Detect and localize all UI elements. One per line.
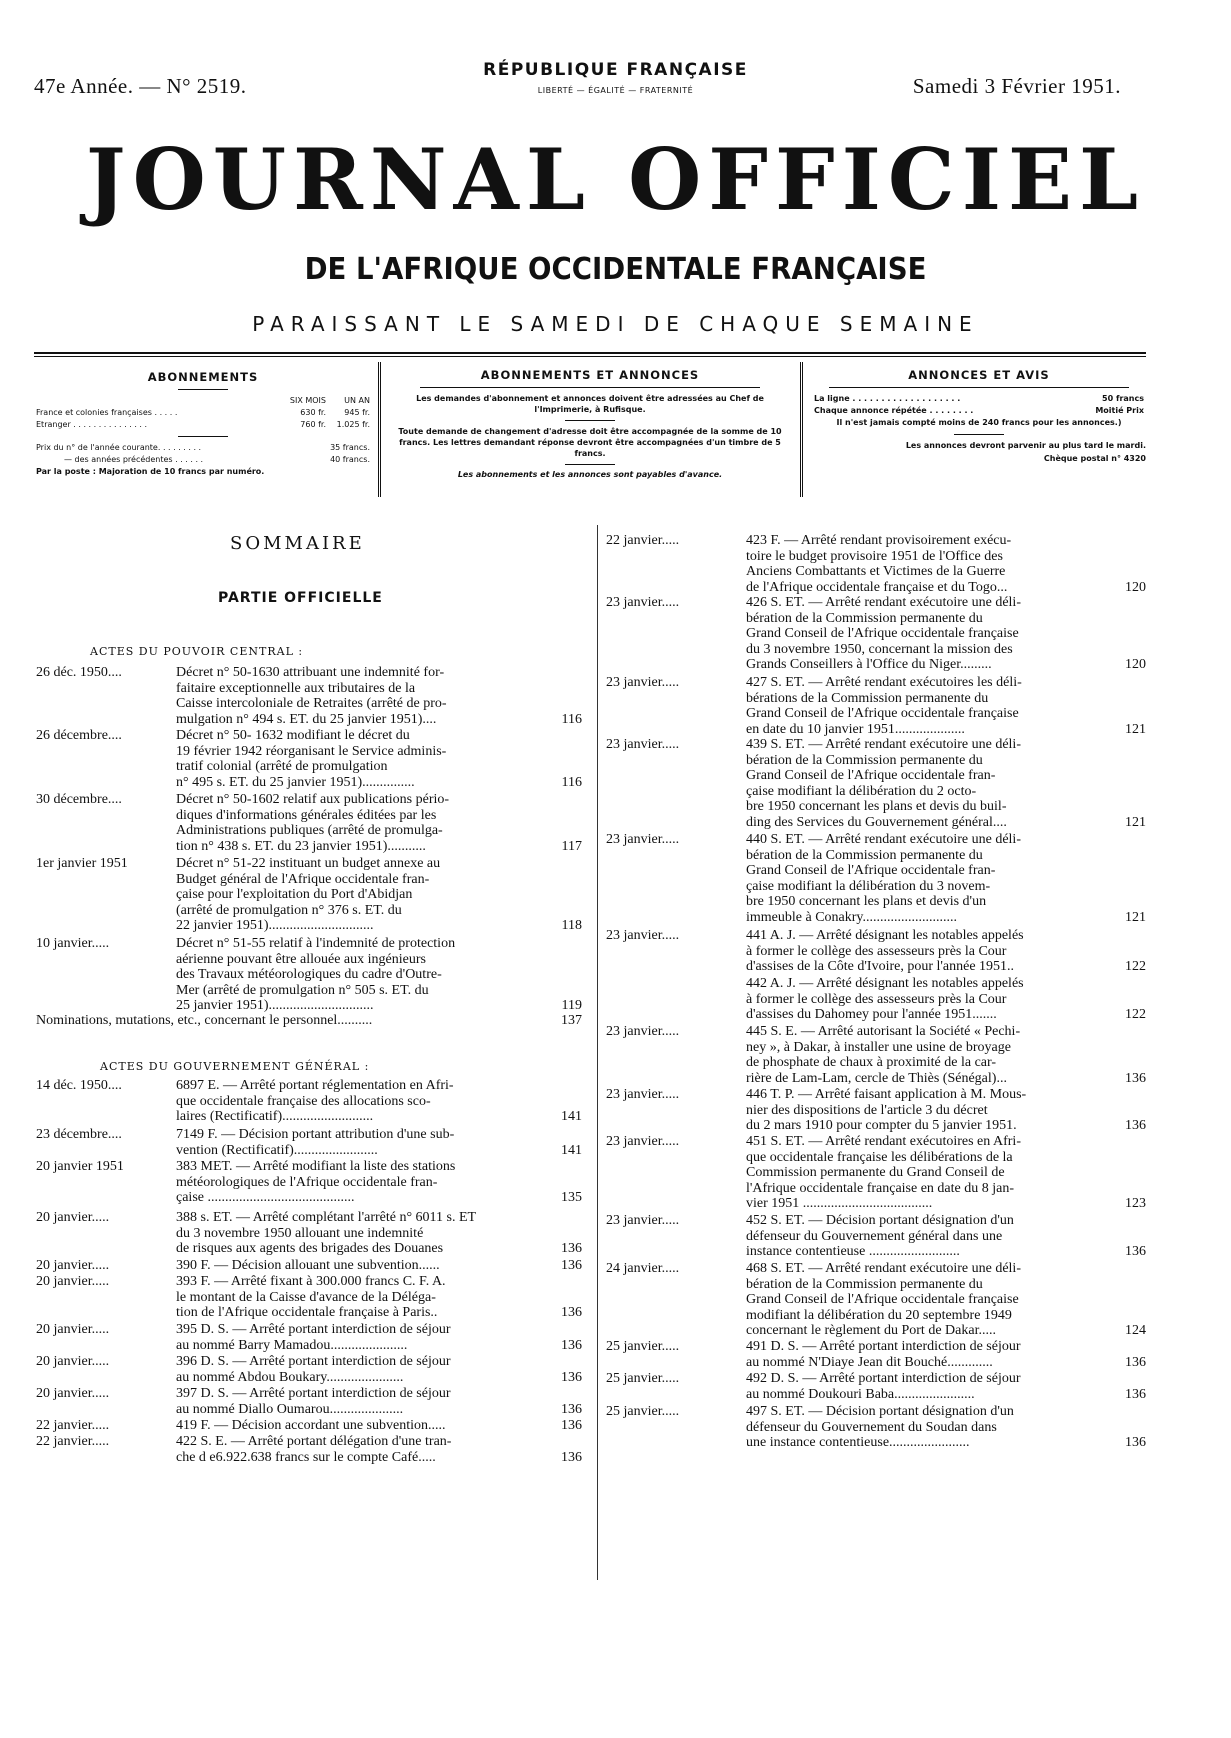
entry-date: 20 janvier..... bbox=[36, 1274, 110, 1289]
entry-text: Nominations, mutations, etc., concernant le personnel.......... bbox=[36, 1013, 373, 1028]
entry-page: 136 bbox=[561, 1258, 582, 1273]
entry-date: 20 janvier..... bbox=[36, 1210, 110, 1225]
entry-page: 136 bbox=[561, 1401, 582, 1417]
entry-text: 441 A. J. — Arrêté désignant les notables appelés à former le collège des assesseurs près la Cour d'assises de la Côte d'Ivoire, pour l'année 1951.. bbox=[746, 928, 1024, 975]
entry-text: 7149 F. — Décision portant attribution d'une sub- vention (Rectificatif)........................ bbox=[176, 1127, 455, 1158]
ligne-label: La ligne . . . . . . . . . . . . . . . . . . . bbox=[814, 394, 961, 403]
entry-text: Décret n° 51-55 relatif à l'indemnité de protection aérienne pouvant être allouée aux ingénieurs des Travaux météorologiques du cadre d'Outre- Mer (arrêté de promulgation n° 505 s. ET. du 25 janvier 1951).............................. bbox=[176, 936, 456, 1014]
col-un-an: UN AN bbox=[344, 396, 370, 405]
entry-page: 137 bbox=[561, 1013, 582, 1028]
tarif-six: 630 fr. bbox=[300, 408, 326, 417]
republique-header: RÉPUBLIQUE FRANÇAISE bbox=[483, 60, 748, 80]
entry-page: 119 bbox=[561, 998, 582, 1014]
entry-text: Décret n° 51-22 instituant un budget annexe au Budget général de l'Afrique occidentale fran- çaise pour l'exploitation du Port d'Abidjan (arrêté de promulgation n° 376 s. ET. du 22 janvier 1951).............................. bbox=[176, 856, 441, 934]
header-rule bbox=[34, 352, 1146, 354]
entry-text: Décret n° 50-1602 relatif aux publications pério- diques d'informations générales éditées par les Administrations publiques (arrêté de promulga- tion n° 438 s. ET. du 23 janvier 1951)........... bbox=[176, 792, 450, 854]
entry-date: 23 janvier..... bbox=[606, 1024, 680, 1039]
entry-page: 136 bbox=[1125, 1244, 1146, 1260]
entry-text: 395 D. S. — Arrêté portant interdiction de séjour au nommé Barry Mamadou...................... bbox=[176, 1322, 451, 1353]
entry-page: 141 bbox=[561, 1142, 582, 1158]
entry-text: 445 S. E. — Arrêté autorisant la Société « Pechi- ney », à Dakar, à installer une usine de broyage de phosphate de chaux à proximité de la car- rière de Lam-Lam, cercle de Thiès (Sénégal)... bbox=[746, 1024, 1021, 1086]
divider bbox=[420, 387, 760, 388]
prix-label: Prix du n° de l'année courante. . . . . . . . . bbox=[36, 443, 202, 452]
annonces-avis-heading: ANNONCES ET AVIS bbox=[908, 368, 1050, 382]
entry-text: Décret n° 50-1630 attribuant une indemnité for- faitaire exceptionnelle aux tributaires de la Caisse intercoloniale de Retraites (arrêté de pro- mulgation n° 494 s. ET. du 25 janvier 1951).... bbox=[176, 665, 447, 727]
cheque-postal: Chèque postal n° 4320 bbox=[1043, 454, 1146, 463]
partie-officielle-heading: PARTIE OFFICIELLE bbox=[218, 590, 383, 606]
entry-page: 136 bbox=[561, 1305, 582, 1321]
box-separator bbox=[800, 362, 803, 497]
entry-date: 14 déc. 1950.... bbox=[36, 1078, 122, 1093]
entry-page: 116 bbox=[561, 711, 582, 727]
entry-text: 423 F. — Arrêté rendant provisoirement exécu- toire le budget provisoire 1951 de l'Office des Anciens Combattants et Victimes de la Guerre de l'Afrique occidentale française et du Togo... bbox=[746, 533, 1012, 595]
journal-subtitle: DE L'AFRIQUE OCCIDENTALE FRANÇAISE bbox=[304, 252, 927, 287]
entry-page: 121 bbox=[1125, 910, 1146, 925]
entry-date: 23 janvier..... bbox=[606, 595, 680, 610]
annonces-avis-box bbox=[812, 358, 1146, 498]
repetee-label: Chaque annonce répétée . . . . . . . . bbox=[814, 406, 974, 415]
entry-text: 422 S. E. — Arrêté portant délégation d'une tran- che d e6.922.638 francs sur le compte Café..... bbox=[176, 1434, 452, 1465]
entry-page: 122 bbox=[1125, 1007, 1146, 1023]
entry-text: 442 A. J. — Arrêté désignant les notables appelés à former le collège des assesseurs près la Cour d'assises du Dahomey pour l'année 1951....... bbox=[746, 976, 1024, 1023]
entry-date: 10 janvier..... bbox=[36, 936, 110, 951]
entry-date: 20 janvier..... bbox=[36, 1258, 110, 1273]
ligne-val: 50 francs bbox=[1102, 394, 1144, 403]
issue-number: 47e Année. — N° 2519. bbox=[34, 74, 247, 98]
prix-val: 35 francs. bbox=[330, 443, 370, 452]
repetee-val: Moitié Prix bbox=[1095, 406, 1144, 415]
entry-text: 419 F. — Décision accordant une subvention..... bbox=[176, 1418, 446, 1433]
entry-text: 427 S. ET. — Arrêté rendant exécutoires les déli- bérations de la Commission permanente du Grand Conseil de l'Afrique occidentale française en date du 10 janvier 1951.................... bbox=[746, 675, 1022, 737]
entry-text: 396 D. S. — Arrêté portant interdiction de séjour au nommé Abdou Boukary...................... bbox=[176, 1354, 451, 1385]
entry-date: 20 janvier 1951 bbox=[36, 1159, 124, 1174]
delai-note: Les annonces devront parvenir au plus tard le mardi. bbox=[905, 441, 1146, 450]
entry-page: 117 bbox=[561, 838, 582, 854]
entry-text: 451 S. ET. — Arrêté rendant exécutoires en Afri- que occidentale française les délibérations de la Commission permanente du Grand Conseil de l'Afrique occidentale française en date du 8 jan- vier 1951 ..................................... bbox=[746, 1134, 1021, 1212]
entry-page: 136 bbox=[1125, 1435, 1146, 1451]
sommaire-title: SOMMAIRE bbox=[230, 533, 365, 554]
entry-page: 136 bbox=[1125, 1386, 1146, 1402]
entry-date: 25 janvier..... bbox=[606, 1339, 680, 1354]
entry-date: 30 décembre.... bbox=[36, 792, 122, 807]
tarif-an: 1.025 fr. bbox=[336, 420, 370, 429]
entry-text: 452 S. ET. — Décision portant désignation d'un défenseur du Gouvernement général dans une instance contentieuse .......................... bbox=[746, 1213, 1014, 1260]
poste-note: Par la poste : Majoration de 10 francs par numéro. bbox=[36, 467, 265, 476]
entry-text: 440 S. ET. — Arrêté rendant exécutoire une déli- bération de la Commission permanente du Grand Conseil de l'Afrique occidentale fran- çaise modifiant la délibération du 3 novem- bre 1950 concernant les plans et devis d'un immeuble à Conakry........................... bbox=[746, 832, 1021, 925]
entry-page: 136 bbox=[561, 1241, 582, 1257]
entry-page: 136 bbox=[561, 1369, 582, 1385]
entry-text: 393 F. — Arrêté fixant à 300.000 francs C. F. A. le montant de la Caisse d'avance de la Déléga- tion de l'Afrique occidentale française à Paris.. bbox=[176, 1274, 446, 1321]
entry-page: 141 bbox=[561, 1109, 582, 1125]
entry-page: 121 bbox=[1125, 721, 1146, 737]
entry-date: 23 janvier..... bbox=[606, 1087, 680, 1102]
entry-page: 135 bbox=[561, 1190, 582, 1206]
entry-text: 388 s. ET. — Arrêté complétant l'arrêté n° 6011 s. ET du 3 novembre 1950 allouant une indemnité de risques aux agents des brigades des Douanes bbox=[176, 1210, 477, 1257]
abonnements-annonces-box bbox=[390, 358, 790, 498]
divider bbox=[565, 464, 615, 465]
demandes-note: Les demandes d'abonnement et annonces doivent être adressées au Chef de l'Imprimerie, à Rufisque. bbox=[416, 394, 764, 414]
entry-text: 390 F. — Décision allouant une subvention...... bbox=[176, 1258, 440, 1273]
minimum-note: Il n'est jamais compté moins de 240 francs pour les annonces.) bbox=[836, 418, 1122, 427]
entry-page: 120 bbox=[1125, 579, 1146, 595]
entry-text: 397 D. S. — Arrêté portant interdiction de séjour au nommé Diallo Oumarou..................... bbox=[176, 1386, 451, 1417]
entry-text: 6897 E. — Arrêté portant réglementation en Afri- que occidentale française des allocations sco- laires (Rectificatif).......................... bbox=[176, 1078, 454, 1125]
abonnements-annonces-heading: ABONNEMENTS ET ANNONCES bbox=[480, 368, 700, 382]
entry-text: 497 S. ET. — Décision portant désignation d'un défenseur du Gouvernement du Soudan dans une instance contentieuse....................... bbox=[746, 1404, 1014, 1451]
parution-line: PARAISSANT LE SAMEDI DE CHAQUE SEMAINE bbox=[252, 312, 979, 336]
entry-date: 25 janvier..... bbox=[606, 1371, 680, 1386]
entry-page: 136 bbox=[561, 1418, 582, 1433]
entry-date: 23 janvier..... bbox=[606, 832, 680, 847]
entry-page: 136 bbox=[561, 1337, 582, 1353]
entry-page: 121 bbox=[1125, 815, 1146, 830]
entry-page: 136 bbox=[561, 1449, 582, 1465]
entry-text: 383 MET. — Arrêté modifiant la liste des stations météorologiques de l'Afrique occidentale fran- çaise .......................................... bbox=[176, 1159, 456, 1206]
tarif-an: 945 fr. bbox=[344, 408, 370, 417]
entry-text: 492 D. S. — Arrêté portant interdiction de séjour au nommé Doukouri Baba....................... bbox=[746, 1371, 1021, 1402]
entry-page: 136 bbox=[1125, 1354, 1146, 1370]
entry-date: 22 janvier..... bbox=[36, 1434, 110, 1449]
entry-text: 446 T. P. — Arrêté faisant application à M. Mous- nier des dispositions de l'article 3 du décret du 2 mars 1910 pour compter du 5 janvier 1951. bbox=[746, 1087, 1027, 1134]
col-six-mois: SIX MOIS bbox=[289, 396, 326, 405]
divider bbox=[178, 436, 228, 437]
abonnements-box bbox=[34, 358, 372, 498]
prix-val: 40 francs. bbox=[330, 455, 370, 464]
entry-text: 426 S. ET. — Arrêté rendant exécutoire une déli- bération de la Commission permanente du Grand Conseil de l'Afrique occidentale française du 3 novembre 1950, concernant la mission des Grands Conseillers à l'Office du Niger......... bbox=[746, 595, 1021, 673]
paiement-note: Les abonnements et les annonces sont payables d'avance. bbox=[457, 470, 723, 479]
divider bbox=[954, 434, 1004, 435]
issue-date: Samedi 3 Février 1951. bbox=[912, 74, 1121, 98]
entry-text: 439 S. ET. — Arrêté rendant exécutoire une déli- bération de la Commission permanente du Grand Conseil de l'Afrique occidentale fran- çaise modifiant la délibération du 2 octo- bre 1950 concernant les plans et devis du buil- ding des Services du Gouvernement général.... bbox=[746, 737, 1021, 830]
abonnements-heading: ABONNEMENTS bbox=[147, 370, 259, 384]
tarif-label: France et colonies françaises . . . . . bbox=[36, 408, 178, 417]
entry-date: 23 janvier..... bbox=[606, 675, 680, 690]
entry-date: 20 janvier..... bbox=[36, 1354, 110, 1369]
entry-page: 123 bbox=[1125, 1196, 1146, 1212]
entry-date: 20 janvier..... bbox=[36, 1386, 110, 1401]
entry-date: 22 janvier..... bbox=[36, 1418, 110, 1433]
entry-page: 122 bbox=[1125, 959, 1146, 975]
entry-date: 22 janvier..... bbox=[606, 533, 680, 548]
entry-page: 136 bbox=[1125, 1118, 1146, 1134]
entry-date: 23 janvier..... bbox=[606, 737, 680, 752]
journal-title: JOURNAL OFFICIEL bbox=[85, 130, 1146, 229]
prix-label: — des années précédentes . . . . . . bbox=[64, 455, 204, 464]
entry-page: 118 bbox=[561, 918, 582, 934]
entry-date: 26 décembre.... bbox=[36, 728, 122, 743]
tarifs-table bbox=[34, 395, 372, 431]
entry-date: 23 janvier..... bbox=[606, 928, 680, 943]
divider bbox=[178, 389, 228, 390]
annonces-table bbox=[812, 393, 1146, 429]
entry-date: 23 janvier..... bbox=[606, 1213, 680, 1228]
pouvoir-central-heading: ACTES DU POUVOIR CENTRAL : bbox=[90, 645, 304, 658]
tarif-six: 760 fr. bbox=[300, 420, 326, 429]
entry-date: 25 janvier..... bbox=[606, 1404, 680, 1419]
entry-date: 1er janvier 1951 bbox=[36, 856, 128, 871]
entry-date: 23 janvier..... bbox=[606, 1134, 680, 1149]
entry-page: 124 bbox=[1125, 1323, 1146, 1339]
entry-date: 23 décembre.... bbox=[36, 1127, 122, 1142]
entry-text: Décret n° 50- 1632 modifiant le décret du 19 février 1942 réorganisant le Service adminis- tratif colonial (arrêté de promulgation n° 495 s. ET. du 25 janvier 1951)............... bbox=[176, 728, 447, 790]
divider bbox=[829, 387, 1129, 388]
entry-text: 491 D. S. — Arrêté portant interdiction de séjour au nommé N'Diaye Jean dit Bouché............. bbox=[746, 1339, 1021, 1370]
column-separator bbox=[597, 525, 598, 1580]
entry-date: 20 janvier..... bbox=[36, 1322, 110, 1337]
divider bbox=[565, 420, 615, 421]
changement-note: Toute demande de changement d'adresse doit être accompagnée de la somme de 10 francs. Les lettres demandant réponse devront être accompagnées d'un timbre de 5 francs. bbox=[398, 427, 782, 458]
entry-date: 26 déc. 1950.... bbox=[36, 665, 122, 680]
box-separator bbox=[378, 362, 381, 497]
gouvernement-general-heading: ACTES DU GOUVERNEMENT GÉNÉRAL : bbox=[100, 1060, 370, 1073]
tarif-label: Etranger . . . . . . . . . . . . . . . bbox=[36, 420, 148, 429]
prix-table bbox=[34, 442, 372, 478]
devise: LIBERTÉ — ÉGALITÉ — FRATERNITÉ bbox=[537, 86, 694, 95]
entry-date: 24 janvier..... bbox=[606, 1261, 680, 1276]
entry-page: 116 bbox=[561, 774, 582, 790]
entry-page: 120 bbox=[1125, 657, 1146, 673]
header-rule-thin bbox=[34, 356, 1146, 357]
entry-text: 468 S. ET. — Arrêté rendant exécutoire une déli- bération de la Commission permanente du Grand Conseil de l'Afrique occidentale française modifiant la délibération du 20 septembre 1949 concernant le règlement du Port de Dakar..... bbox=[746, 1261, 1021, 1339]
entry-page: 136 bbox=[1125, 1070, 1146, 1086]
